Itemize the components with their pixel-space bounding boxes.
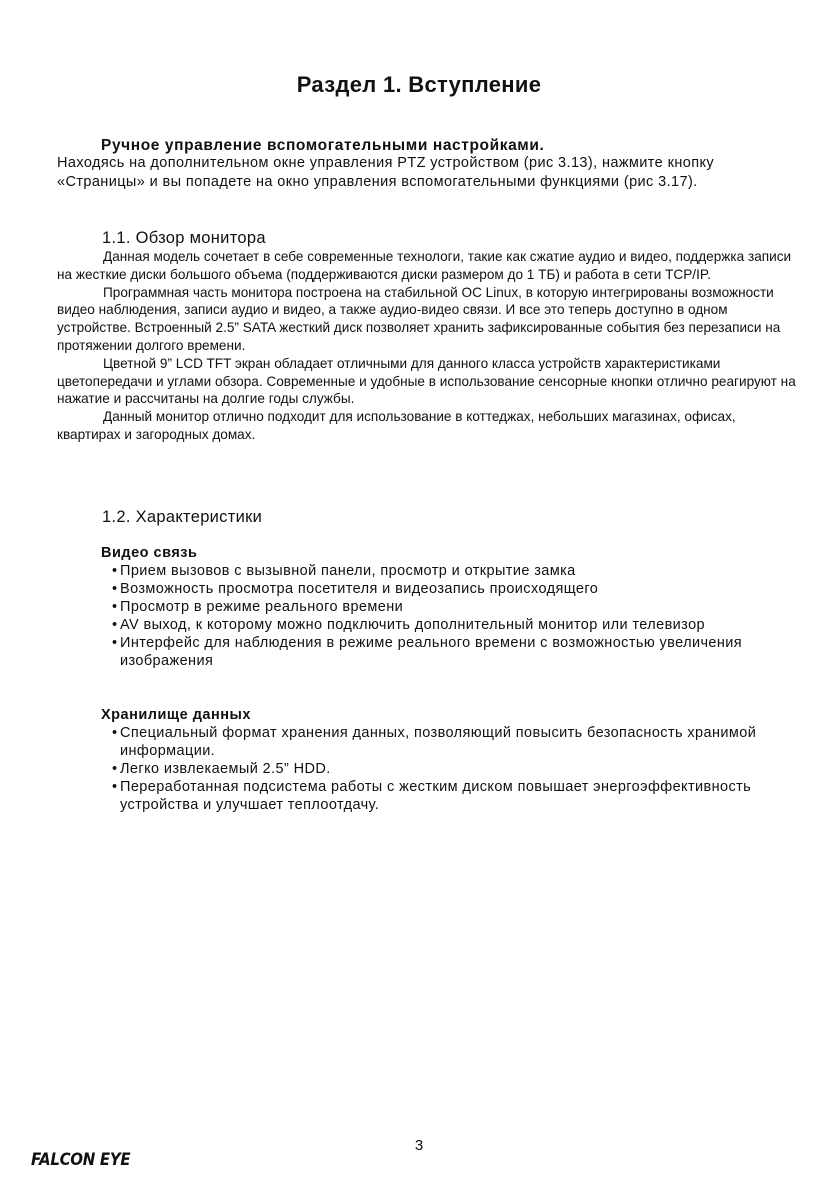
section-heading-features: 1.2. Характеристики — [102, 508, 263, 526]
section-heading-overview: 1.1. Обзор монитора — [102, 229, 266, 247]
video-features-title: Видео связь — [101, 545, 198, 561]
overview-paragraph: Программная часть монитора построена на стабильной ОС Linux, в которую интегрированы возможности видео наблюдения, записи аудио и видео, а также аудио-видео связи. И все это теперь доступно в одном устройстве. Встроенный 2.5” SATA жесткий диск позволяет хранить зафиксированные события без перезаписи на протяжении долгого времени. — [57, 284, 781, 353]
storage-features-list — [101, 724, 791, 814]
list-item — [101, 760, 791, 778]
bullet-icon: • — [112, 725, 118, 741]
list-item — [101, 580, 791, 598]
storage-features-title: Хранилище данных — [101, 707, 251, 723]
bullet-icon: • — [112, 563, 118, 579]
list-item-text: Легко извлекаемый 2.5” HDD. — [120, 761, 331, 777]
video-features-group — [101, 544, 791, 670]
intro-heading: Ручное управление вспомогательными настройками. — [101, 137, 545, 154]
intro-text: Находясь на дополнительном окне управления PTZ устройством (рис 3.13), нажмите кнопку «Страницы» и вы попадете на окно управления вспомогательными функциями (рис 3.17). — [57, 155, 714, 190]
video-features-list — [101, 562, 791, 670]
list-item — [101, 724, 791, 760]
bullet-icon: • — [112, 617, 118, 633]
overview-body — [57, 248, 797, 444]
list-item — [101, 634, 791, 670]
storage-features-group — [101, 706, 791, 814]
overview-paragraph: Данный монитор отлично подходит для использование в коттеджах, небольших магазинах, офисах, квартирах и загородных домах. — [57, 409, 736, 442]
list-item-text: Интерфейс для наблюдения в режиме реального времени с возможностью увеличения изображения — [120, 635, 743, 669]
page-number: 3 — [414, 1137, 424, 1154]
list-item-text: Специальный формат хранения данных, позволяющий повысить безопасность хранимой информации. — [120, 725, 757, 759]
bullet-icon: • — [112, 635, 118, 651]
list-item-text: Возможность просмотра посетителя и видеозапись происходящего — [120, 581, 599, 597]
list-item-text: Просмотр в режиме реального времени — [120, 599, 404, 615]
list-item-text: Переработанная подсистема работы с жестким диском повышает энергоэффективность устройства и улучшает теплоотдачу. — [120, 779, 752, 813]
overview-paragraph: Данная модель сочетает в себе современные технологи, такие как сжатие аудио и видео, поддержка записи на жесткие диски большого объема (поддерживаются диски размером до 1 ТБ) и работа в сети TCP/IP. — [57, 249, 792, 282]
list-item-text: AV выход, к которому можно подключить дополнительный монитор или телевизор — [120, 617, 705, 633]
list-item-text: Прием вызовов с вызывной панели, просмотр и открытие замка — [120, 563, 576, 579]
bullet-icon: • — [112, 581, 118, 597]
bullet-icon: • — [112, 599, 118, 615]
list-item — [101, 616, 791, 634]
bullet-icon: • — [112, 761, 118, 777]
falcon-eye-logo: FALCON EYE — [31, 1149, 131, 1170]
list-item — [101, 598, 791, 616]
chapter-title: Раздел 1. Вступление — [296, 72, 542, 97]
list-item — [101, 778, 791, 814]
bullet-icon: • — [112, 779, 118, 795]
overview-paragraph: Цветной 9” LCD TFT экран обладает отличными для данного класса устройств характеристиками цветопередачи и углами обзора. Современные и удобные в использование сенсорные кнопки отлично реагируют на нажатие и рассчитаны на долгие годы службы. — [57, 355, 796, 407]
list-item — [101, 562, 791, 580]
